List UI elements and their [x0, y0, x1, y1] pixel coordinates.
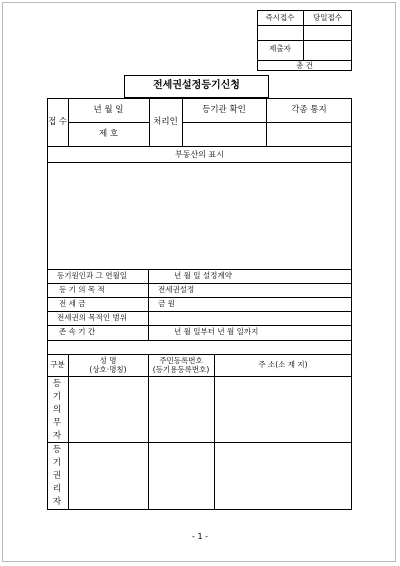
page-number: - 1 -	[192, 532, 208, 541]
reception-number-label: 제 호	[98, 129, 119, 139]
id-subheader: (등기용등록번호)	[152, 365, 210, 374]
id-header: 주민등록번호	[159, 356, 203, 365]
deposit-value: 금 원	[158, 299, 175, 308]
count-label: 총 건	[296, 61, 313, 70]
purpose-value: 전세권설정	[158, 285, 195, 294]
submitter-label: 제출자	[269, 44, 291, 53]
obligor-label: 등기의무자	[52, 379, 62, 441]
duration-label: 존 속 기 간	[59, 327, 96, 336]
notifications-label: 각종 통지	[291, 105, 327, 115]
form-title: 전세권설정등기신청	[153, 80, 240, 91]
duration-value: 년 월 일부터 년 월 일까지	[174, 327, 259, 336]
address-header: 주 소(소 재 지)	[258, 360, 308, 369]
main-form-table	[47, 98, 352, 510]
cause-label: 등기원인과 그 연월일	[57, 271, 127, 280]
processor-label: 처리인	[153, 117, 178, 127]
property-section-header: 부동산의 표시	[175, 150, 224, 159]
deposit-label: 전 세 금	[59, 299, 86, 308]
reception-date-label: 년 월 일	[93, 105, 124, 115]
division-header: 구분	[50, 360, 65, 369]
same-day-receipt-label: 당일접수	[313, 13, 342, 22]
reception-label: 접 수	[47, 117, 68, 127]
name-subheader: (상호·명칭)	[89, 365, 127, 374]
holder-label: 등기권리자	[52, 445, 62, 507]
name-header: 성 명	[99, 356, 117, 365]
immediate-receipt-label: 즉시접수	[265, 13, 295, 22]
registry-check-label: 등기관 확인	[202, 105, 246, 115]
purpose-label: 등 기 의 목 적	[59, 285, 105, 294]
scope-label: 전세권의 목적인 범위	[57, 313, 127, 322]
cause-value: 년 월 일 설정계약	[174, 271, 232, 280]
